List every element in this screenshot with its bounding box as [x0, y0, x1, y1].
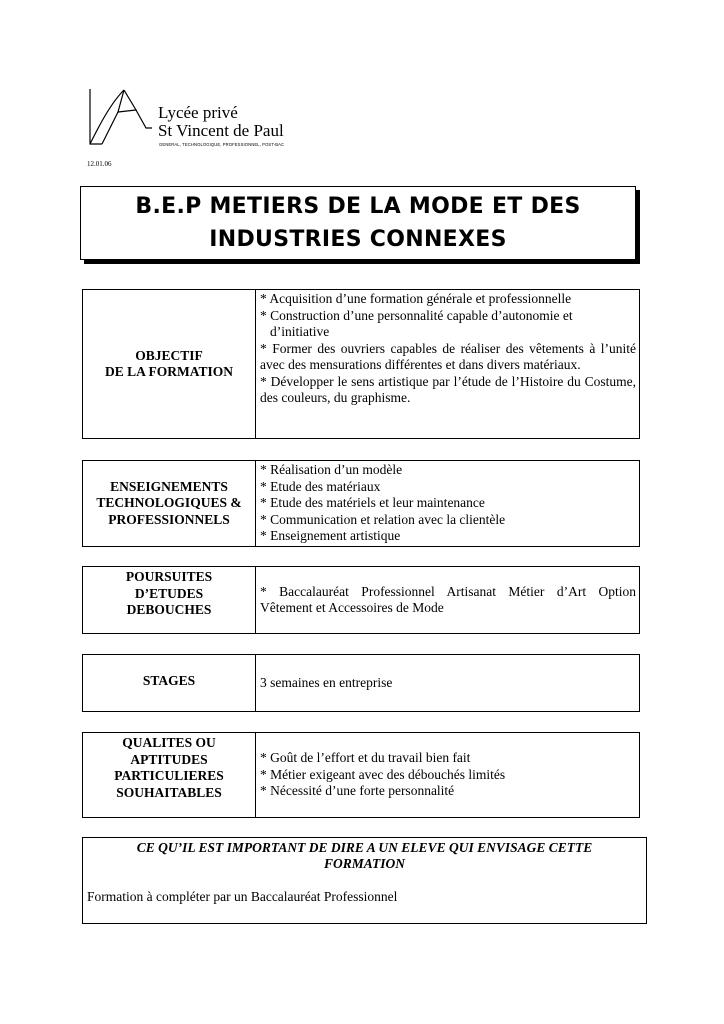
list-item: * Former des ouvriers capables de réaliser des vêtements à l’unité avec des mensurations différentes et dans divers matériaux. — [260, 340, 636, 372]
list-item: * Développer le sens artistique par l’étude de l’Histoire du Costume, des couleurs, du graphisme. — [260, 373, 636, 405]
school-name-line2: St Vincent de Paul — [158, 121, 284, 140]
section-content — [256, 567, 640, 634]
page-title — [135, 190, 580, 256]
list-item: * Métier exigeant avec des débouchés limités — [260, 766, 506, 782]
section-objectif — [82, 289, 640, 439]
section-content — [256, 461, 640, 547]
label-line: STAGES — [142, 673, 196, 688]
section-enseignements — [82, 460, 640, 547]
school-subtitle: GENERAL, TECHNOLOGIQUE, PROFESSIONNEL, POST-BAC — [159, 142, 285, 147]
label-line: APTITUDES — [130, 751, 208, 767]
label-line: PROFESSIONNELS — [108, 511, 230, 527]
document-date: 12.01.06 — [87, 160, 112, 168]
list-item: * Baccalauréat Professionnel Artisanat Métier d’Art Option Vêtement et Accessoires de Mode — [260, 583, 636, 615]
school-logo — [88, 88, 328, 154]
label-line: SOUHAITABLES — [116, 784, 222, 800]
section-content — [256, 733, 640, 818]
list-item: * Réalisation d’un modèle — [260, 462, 403, 477]
section-label — [83, 733, 256, 818]
list-item: * Acquisition d’une formation générale et professionnelle — [260, 291, 572, 306]
label-line: TECHNOLOGIQUES & — [96, 495, 242, 510]
section-content — [256, 290, 640, 439]
note-heading-line2: FORMATION — [323, 856, 406, 871]
note-heading — [83, 838, 646, 872]
section-label — [83, 655, 256, 712]
section-label — [83, 290, 256, 439]
list-item: * Enseignement artistique — [260, 528, 401, 543]
list-item: * Construction d’une personnalité capable d’autonomie et — [260, 307, 573, 323]
school-emblem-icon — [88, 88, 154, 154]
title-box — [80, 186, 636, 260]
label-line: QUALITES OU — [122, 735, 216, 750]
section-content — [256, 655, 640, 712]
list-item: * Communication et relation avec la clientèle — [260, 511, 506, 527]
list-item: 3 semaines en entreprise — [260, 674, 393, 690]
important-note-box — [82, 837, 647, 924]
label-line: PARTICULIERES — [114, 768, 224, 783]
section-label — [83, 461, 256, 547]
label-line: OBJECTIF — [135, 347, 203, 363]
school-name-line1: Lycée privé — [158, 103, 238, 122]
list-item: * Etude des matériels et leur maintenance — [260, 495, 485, 510]
list-item: d’initiative — [270, 324, 330, 339]
section-stages — [82, 654, 640, 712]
label-line: ENSEIGNEMENTS — [110, 478, 228, 494]
list-item: * Etude des matériaux — [260, 478, 381, 494]
section-poursuites — [82, 566, 640, 634]
section-label — [83, 567, 256, 634]
list-item: * Nécessité d’une forte personnalité — [260, 783, 455, 799]
section-qualites — [82, 732, 640, 818]
note-heading-line1: CE QU’IL EST IMPORTANT DE DIRE A UN ELEVE QUI ENVISAGE CETTE — [136, 840, 593, 855]
list-item: * Goût de l’effort et du travail bien fait — [260, 750, 471, 766]
label-line: POURSUITES — [125, 569, 213, 584]
label-line: D’ETUDES — [134, 585, 204, 601]
note-text: Formation à compléter par un Baccalauréat Professionnel — [87, 889, 398, 904]
title-line1: B.E.P METIERS DE LA MODE ET DES — [135, 194, 581, 219]
title-line2: INDUSTRIES CONNEXES — [209, 227, 507, 252]
label-line: DE LA FORMATION — [104, 364, 233, 379]
label-line: DEBOUCHES — [126, 602, 212, 617]
